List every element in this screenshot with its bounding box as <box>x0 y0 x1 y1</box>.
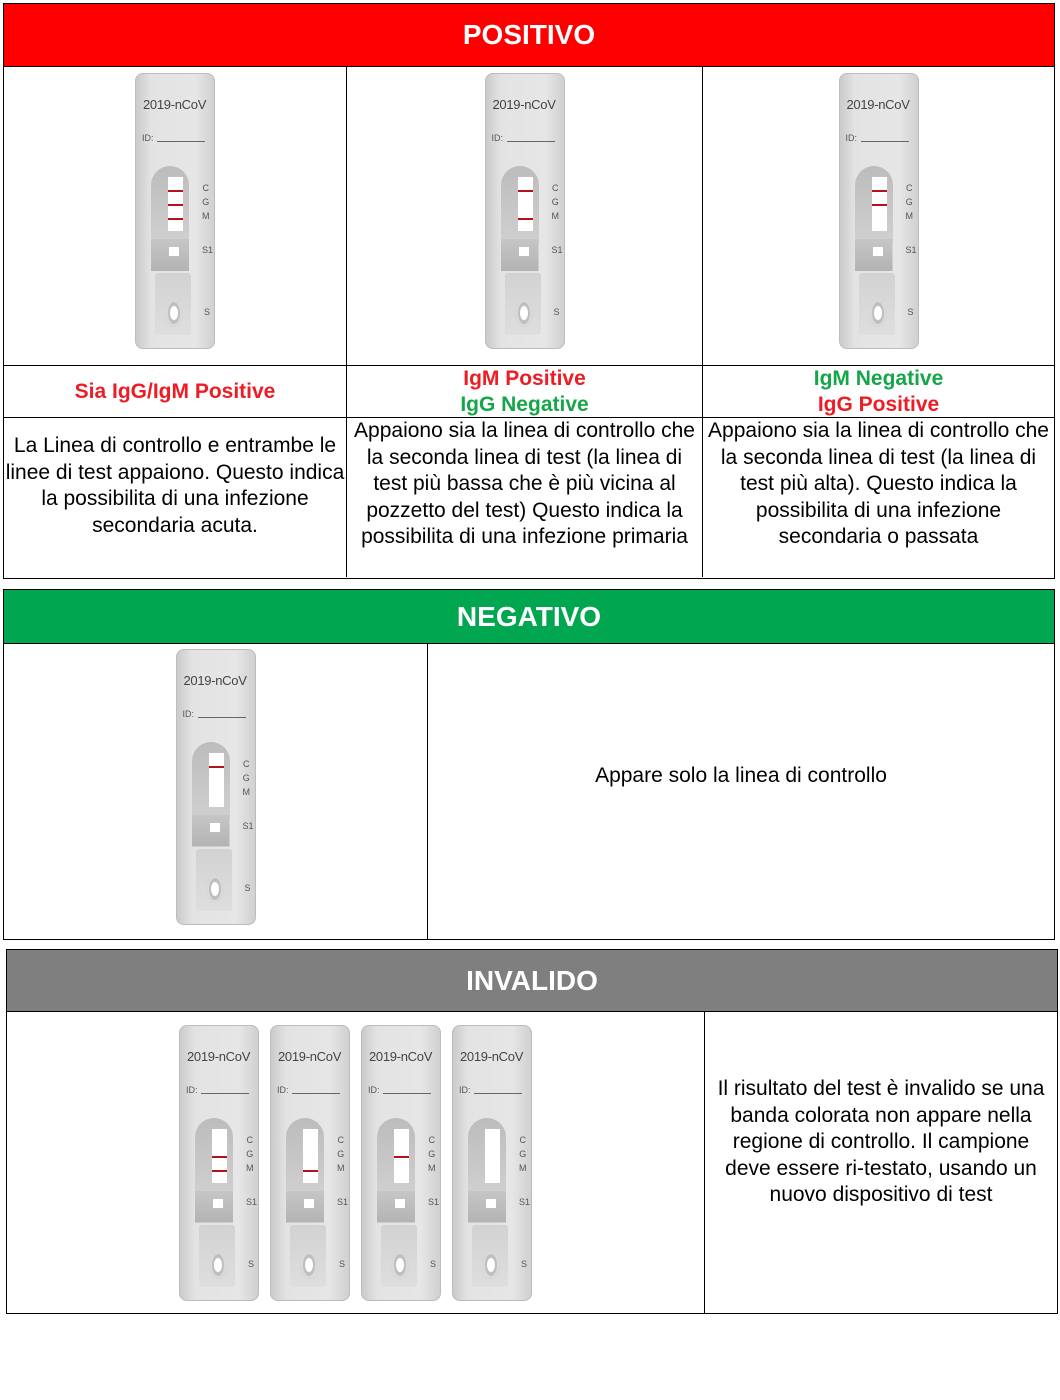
positivo-title: POSITIVO <box>462 19 596 50</box>
cassette-id-line <box>507 141 555 142</box>
cassette-id-line <box>198 717 246 718</box>
test-cassette <box>179 1025 259 1301</box>
invalido-description: Il risultato del test è invalido se una banda colorata non appare nella regione di controllo. Il campione deve essere ri-testato, usando un nuovo dispositivo di test <box>717 1077 1045 1207</box>
negativo-title: NEGATIVO <box>456 600 602 632</box>
result-label-part: IgG Positive <box>817 392 940 416</box>
cassette-id-line <box>292 1093 340 1094</box>
cassette-id-label: ID: <box>491 133 504 143</box>
cassette-id-label: ID: <box>277 1084 289 1095</box>
test-cassette <box>485 73 565 349</box>
sample-well-icon <box>165 299 183 327</box>
cassette-letter: M <box>337 1162 345 1173</box>
cassette-s1-label: S1 <box>428 1196 440 1207</box>
positivo-image-cell-1 <box>4 67 347 365</box>
test-line-m <box>168 218 183 220</box>
cassette-brand: 2019-nCoV <box>183 672 247 688</box>
cassette-slab-window <box>210 823 220 832</box>
result-description-1: La Linea di controllo e entrambe le linee di test appaiono. Questo indica la possibilita di una infezione secondaria acuta. <box>4 418 347 577</box>
negativo-image-cell <box>4 644 428 939</box>
sample-well-icon <box>206 875 224 903</box>
cassette-body <box>176 649 256 925</box>
cassette-line-letters <box>243 757 251 799</box>
test-cassette <box>452 1025 532 1301</box>
test-line-c <box>872 190 887 192</box>
sample-well-icon <box>391 1251 409 1279</box>
cassette-letter: G <box>202 197 210 207</box>
cassette-letter: M <box>428 1162 436 1173</box>
cassette-body <box>839 73 919 349</box>
cassette-letter: G <box>242 772 250 783</box>
result-label-3 <box>703 366 1054 417</box>
cassette-slab-window <box>486 1199 496 1208</box>
cassette-line-letters <box>428 1133 436 1175</box>
test-line-g <box>872 204 887 206</box>
test-line-c <box>168 190 183 192</box>
result-label-part: IgM Negative <box>813 366 944 390</box>
cassette-s1-label: S1 <box>551 245 563 255</box>
cassette-letter: C <box>519 1134 526 1145</box>
cassette-s-label: S <box>248 1258 255 1269</box>
positivo-header <box>4 4 1054 67</box>
result-description-2: Appaiono sia la linea di controllo che la seconda linea di test (la linea di test più bassa che è più vicina al pozzetto del test) Questo indica la possibilita di una infezione primaria <box>347 418 703 577</box>
cassette-slab-window <box>519 247 529 256</box>
cassette-line-letters <box>337 1133 345 1175</box>
cassette-slab-window <box>395 1199 405 1208</box>
test-line-m <box>212 1170 227 1172</box>
cassette-test-strip <box>303 1129 318 1183</box>
cassette-line-letters <box>246 1133 254 1175</box>
negativo-section <box>3 589 1055 940</box>
cassette-letter: G <box>337 1148 345 1159</box>
cassette-slab-window <box>213 1199 223 1208</box>
cassette-brand: 2019-nCoV <box>187 1048 251 1064</box>
cassette-brand: 2019-nCoV <box>846 97 910 112</box>
cassette-letter: M <box>242 786 250 797</box>
invalido-section <box>6 949 1058 1314</box>
cassette-slab-window <box>873 247 883 256</box>
cassette-brand: 2019-nCoV <box>460 1048 524 1064</box>
cassette-letter: C <box>243 758 250 769</box>
cassette-line-letters <box>552 181 560 223</box>
cassette-letter: G <box>551 197 559 207</box>
cassette-letter: C <box>906 183 913 193</box>
cassette-letter: M <box>202 211 210 221</box>
cassette-body <box>270 1025 350 1301</box>
cassette-id-line <box>861 141 909 142</box>
cassette-body <box>135 73 215 349</box>
cassette-letter: G <box>519 1148 527 1159</box>
sample-well-icon <box>515 299 533 327</box>
cassette-slab-window <box>169 247 179 256</box>
cassette-id-label: ID: <box>459 1084 471 1095</box>
test-line-m <box>303 1170 318 1172</box>
result-label-2 <box>347 366 703 417</box>
cassette-letter: M <box>905 211 913 221</box>
cassette-letter: C <box>552 183 559 193</box>
cassette-id-label: ID: <box>182 708 195 719</box>
cassette-s-label: S <box>907 307 914 317</box>
cassette-s-label: S <box>244 882 251 893</box>
invalido-header <box>7 950 1057 1012</box>
cassette-s1-label: S1 <box>242 820 254 831</box>
negativo-description: Appare solo la linea di controllo <box>595 764 887 788</box>
cassette-s-label: S <box>204 307 211 317</box>
cassette-id-line <box>383 1093 431 1094</box>
cassette-id-line <box>474 1093 522 1094</box>
test-line-g <box>168 204 183 206</box>
cassette-slab-window <box>304 1199 314 1208</box>
cassette-id-line <box>201 1093 249 1094</box>
cassette-id-label: ID: <box>186 1084 198 1095</box>
cassette-s-label: S <box>553 307 560 317</box>
cassette-s1-label: S1 <box>337 1196 349 1207</box>
positivo-section <box>3 3 1055 579</box>
cassette-body <box>485 73 565 349</box>
test-cassette <box>270 1025 350 1301</box>
result-description-3: Appaiono sia la linea di controllo che la seconda linea di test (la linea di test più alta). Questo indica la possibilita di una infezione secondaria o passata <box>708 419 1049 548</box>
cassette-s-label: S <box>521 1258 528 1269</box>
cassette-line-letters <box>202 181 210 223</box>
cassette-line-letters <box>519 1133 527 1175</box>
cassette-id-label: ID: <box>142 133 154 143</box>
cassette-letter: C <box>428 1134 435 1145</box>
cassette-test-strip <box>518 177 533 231</box>
positivo-image-cell-2 <box>347 67 703 365</box>
cassette-brand: 2019-nCoV <box>143 97 207 112</box>
cassette-brand: 2019-nCoV <box>369 1048 433 1064</box>
sample-well-icon <box>482 1251 500 1279</box>
invalido-image-cell <box>7 1012 705 1313</box>
invalido-title: INVALIDO <box>466 964 598 996</box>
cassette-brand: 2019-nCoV <box>492 97 556 112</box>
cassette-id-label: ID: <box>368 1084 380 1095</box>
cassette-s-label: S <box>430 1258 437 1269</box>
cassette-brand: 2019-nCoV <box>278 1048 342 1064</box>
positivo-image-cell-3 <box>703 67 1054 365</box>
sample-well-icon <box>300 1251 318 1279</box>
cassette-test-strip <box>485 1129 500 1183</box>
cassette-s1-label: S1 <box>905 245 917 255</box>
cassette-body <box>179 1025 259 1301</box>
cassette-letter: G <box>246 1148 254 1159</box>
cassette-letter: M <box>246 1162 254 1173</box>
test-line-g <box>394 1156 409 1158</box>
result-label-part: IgG Negative <box>460 392 589 416</box>
test-line-g <box>212 1156 227 1158</box>
sample-well-icon <box>209 1251 227 1279</box>
cassette-s1-label: S1 <box>246 1196 258 1207</box>
cassette-id-line <box>157 141 205 142</box>
cassette-letter: C <box>246 1134 253 1145</box>
sample-well-icon <box>869 299 887 327</box>
cassette-letter: M <box>519 1162 527 1173</box>
result-label-part: IgM Positive <box>463 366 586 390</box>
cassette-id-label: ID: <box>845 133 858 143</box>
cassette-letter: C <box>337 1134 344 1145</box>
cassette-s1-label: S1 <box>519 1196 531 1207</box>
test-cassette <box>135 73 215 349</box>
result-label-part: Sia IgG/IgM Positive <box>74 379 276 403</box>
test-line-c <box>518 190 533 192</box>
cassette-letter: C <box>202 183 209 193</box>
cassette-letter: G <box>428 1148 436 1159</box>
cassette-body <box>452 1025 532 1301</box>
test-line-c <box>209 766 224 768</box>
negativo-header <box>4 590 1054 644</box>
test-line-m <box>518 218 533 220</box>
cassette-s1-label: S1 <box>202 245 214 255</box>
test-cassette <box>176 649 256 925</box>
cassette-body <box>361 1025 441 1301</box>
cassette-test-strip <box>209 753 224 807</box>
cassette-letter: M <box>551 211 559 221</box>
cassette-line-letters <box>906 181 914 223</box>
cassette-s-label: S <box>339 1258 346 1269</box>
test-cassette <box>361 1025 441 1301</box>
test-cassette <box>839 73 919 349</box>
result-label-1 <box>4 366 347 417</box>
cassette-letter: G <box>905 197 913 207</box>
